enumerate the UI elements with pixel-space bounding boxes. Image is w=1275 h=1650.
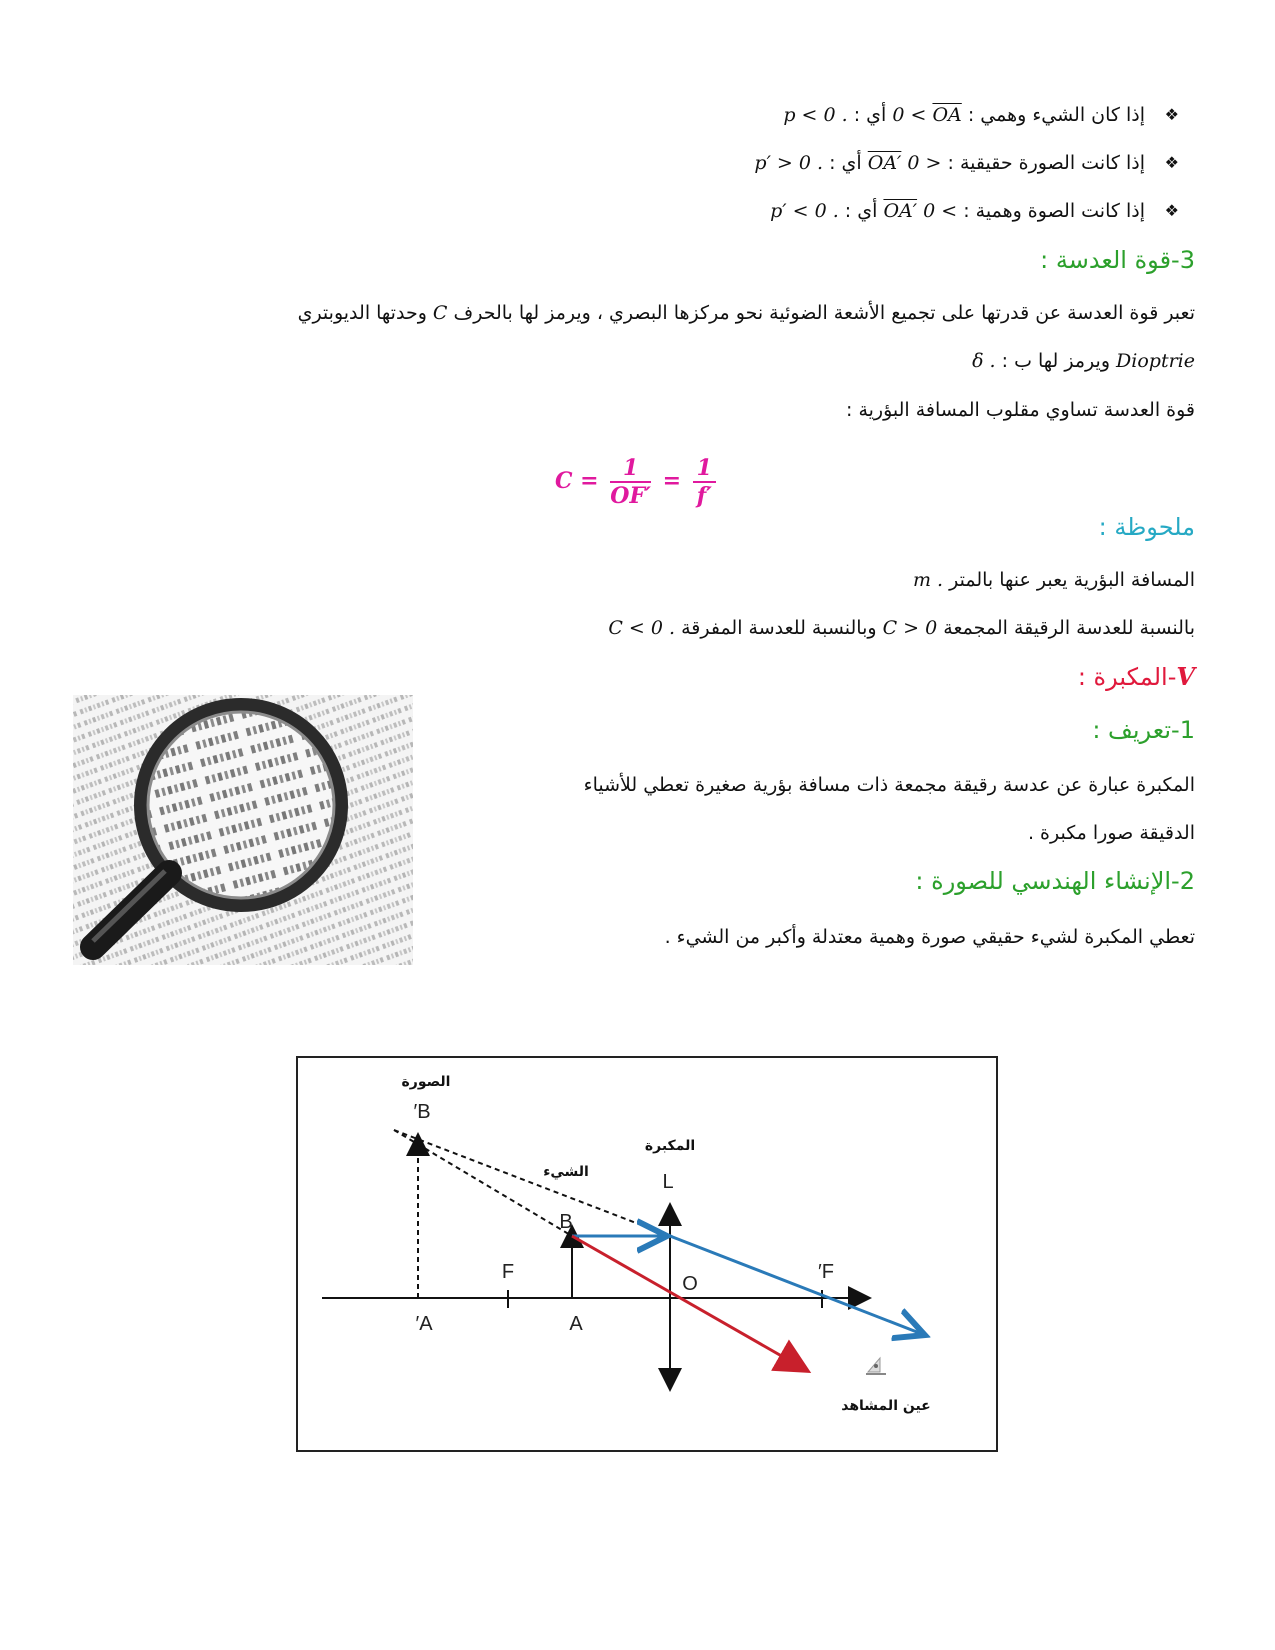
point-B: B xyxy=(559,1211,573,1233)
magnifier-photo xyxy=(73,695,413,965)
point-A: A xyxy=(569,1313,583,1335)
subsection-construction: 2-الإنشاء الهندسي للصورة : xyxy=(915,867,1195,895)
subsection-definition: 1-تعريف : xyxy=(1092,716,1195,744)
label-lens: المكبرة xyxy=(644,1138,696,1154)
bullet-ay: أي : xyxy=(829,152,862,174)
bullet-text: إذا كانت الصوة وهمية : xyxy=(963,200,1145,222)
eye-icon xyxy=(866,1358,886,1374)
bullet-text: إذا كان الشيء وهمي : xyxy=(967,104,1145,126)
ray-refracted xyxy=(670,1236,922,1334)
point-Ap: A′ xyxy=(415,1313,433,1335)
construction-line-1 xyxy=(394,1130,670,1236)
bullet-ay: أي : xyxy=(853,104,887,126)
bullet-math: OA′ 0 > xyxy=(867,152,942,174)
definition-line-1: المكبرة عبارة عن عدسة رقيقة مجمعة ذات مسافة بؤرية صغيرة تعطي للأشياء xyxy=(583,774,1195,796)
point-L: L xyxy=(662,1171,674,1193)
bullet-tail: p′ < 0 . xyxy=(770,200,839,222)
section-title-lens-power: 3-قوة العدسة : xyxy=(1040,246,1195,274)
bullet-math: $0 < \overline{OA}$ xyxy=(892,104,962,126)
magnifier-ray-diagram xyxy=(296,1056,998,1452)
note-line-1: المسافة البؤرية يعبر عنها بالمتر m . xyxy=(913,569,1195,591)
point-F: F xyxy=(501,1261,515,1283)
power-formula: C = $\frac{1}{OF'}$ = $\frac{1}{f'}$ xyxy=(0,455,1275,509)
point-Fp: F′ xyxy=(818,1261,834,1283)
point-Bp: B′ xyxy=(413,1101,431,1123)
section-title-magnifier: V-المكبرة : xyxy=(1077,662,1195,691)
bullet-math: OA′ 0 < xyxy=(883,200,958,222)
note-line-2: بالنسبة للعدسة الرقيقة المجمعة C > 0 وبالنسبة للعدسة المفرقة C < 0 . xyxy=(608,617,1195,639)
paragraph-lens-power: تعبر قوة العدسة عن قدرتها على تجميع الأشعة الضوئية نحو مركزها البصري ، ويرمز لها بالحرف C وحدتها الديوبتري xyxy=(297,302,1195,324)
ray-center xyxy=(572,1236,806,1370)
label-object: الشيء xyxy=(543,1164,589,1180)
definition-line-2: الدقيقة صورا مكبرة . xyxy=(1027,822,1195,844)
construction-line-2 xyxy=(394,1130,572,1236)
label-eye: عين المشاهد xyxy=(841,1398,931,1414)
note-title: ملحوظة : xyxy=(1098,513,1195,541)
point-O: O xyxy=(682,1273,698,1295)
bullet-tail: p′ > 0 . xyxy=(754,152,824,174)
label-image: الصورة xyxy=(401,1074,451,1090)
bullet-text: إذا كانت الصورة حقيقية : xyxy=(947,152,1145,174)
paragraph-dioptrie: Dioptrie ويرمز لها ب : δ . xyxy=(972,350,1195,372)
bullet-virtual-object xyxy=(783,100,1145,130)
bullet-virtual-image xyxy=(770,196,1145,226)
bullet-real-image xyxy=(754,148,1145,178)
ray-diagram-svg xyxy=(298,1058,996,1450)
bullet-tail: p < 0 . xyxy=(783,104,848,126)
paragraph-reciprocal: قوة العدسة تساوي مقلوب المسافة البؤرية : xyxy=(846,399,1195,421)
construction-description: تعطي المكبرة لشيء حقيقي صورة وهمية معتدلة وأكبر من الشيء . xyxy=(664,926,1195,948)
bullet-ay: أي : xyxy=(844,200,878,222)
